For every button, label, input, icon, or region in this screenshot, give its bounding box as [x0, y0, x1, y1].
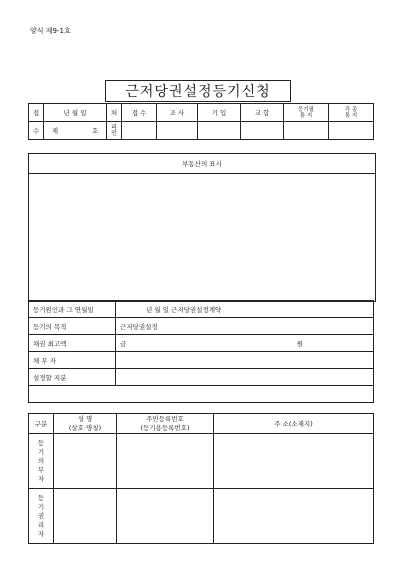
obligor-address[interactable] [214, 434, 374, 489]
reg-box-notice[interactable] [284, 122, 329, 140]
reg-row2-no: 제 호 [44, 122, 107, 140]
obligor-name[interactable] [54, 434, 117, 489]
obligor-id[interactable] [117, 434, 214, 489]
reg-head-3: 처 [107, 104, 122, 122]
share-value[interactable] [116, 369, 374, 386]
property-section [28, 153, 376, 302]
reg-box-notices[interactable] [329, 122, 374, 140]
reg-head-date: 년 월 일 [44, 104, 107, 122]
registry-table [28, 103, 374, 140]
party-col-name: 성 명 (상호·명칭) [54, 414, 117, 434]
party-col-type: 구분 [29, 414, 54, 434]
share-label: 설정할 지분 [29, 369, 116, 386]
holder-name[interactable] [54, 489, 117, 544]
info-blank-row [29, 386, 374, 403]
debtor-label: 채 무 자 [29, 352, 116, 369]
holder-id[interactable] [117, 489, 214, 544]
reg-head-check: 조 사 [157, 104, 198, 122]
property-heading: 부동산의 표시 [29, 154, 375, 174]
purpose-value[interactable]: 근저당권설정 [116, 318, 374, 335]
party-col-id: 주민등록번호 (등기용등록번호) [117, 414, 214, 434]
reg-head-entry: 기 입 [198, 104, 241, 122]
reg-head-verify: 교 합 [241, 104, 284, 122]
holder-vertical-label: 등 기 권 리 자 [37, 493, 45, 538]
amount-label: 채권 최고액 [29, 335, 116, 352]
reg-head-receipt: 접 수 [122, 104, 157, 122]
amount-value[interactable]: 금 원 [116, 335, 374, 352]
form-title: 근저당권설정등기신청 [105, 80, 291, 102]
obligor-vertical-label: 등 기 의 무 자 [37, 438, 45, 483]
holder-label [29, 489, 54, 544]
party-col-addr: 주 소(소재지) [214, 414, 374, 434]
cause-value[interactable]: 년 월 일 근저당권설정계약 [116, 301, 374, 318]
reg-box-verify[interactable] [241, 122, 284, 140]
cause-label: 등기원인과 그 연월일 [29, 301, 116, 318]
reg-head-notices: 각 종 통 지 [329, 104, 374, 122]
reg-row2-1: 수 [29, 122, 44, 140]
reg-box-entry[interactable] [198, 122, 241, 140]
reg-box-receipt[interactable] [122, 122, 157, 140]
parties-table [28, 413, 374, 544]
purpose-label: 등기의 목적 [29, 318, 116, 335]
reg-head-1: 접 [29, 104, 44, 122]
holder-address[interactable] [214, 489, 374, 544]
reg-row2-3: 리 인 [107, 122, 122, 140]
form-number: 양식 제9-1호 [30, 27, 71, 35]
obligor-label [29, 434, 54, 489]
info-table [28, 300, 374, 403]
debtor-value[interactable] [116, 352, 374, 369]
reg-head-notice: 등기필 통 지 [284, 104, 329, 122]
reg-box-check[interactable] [157, 122, 198, 140]
